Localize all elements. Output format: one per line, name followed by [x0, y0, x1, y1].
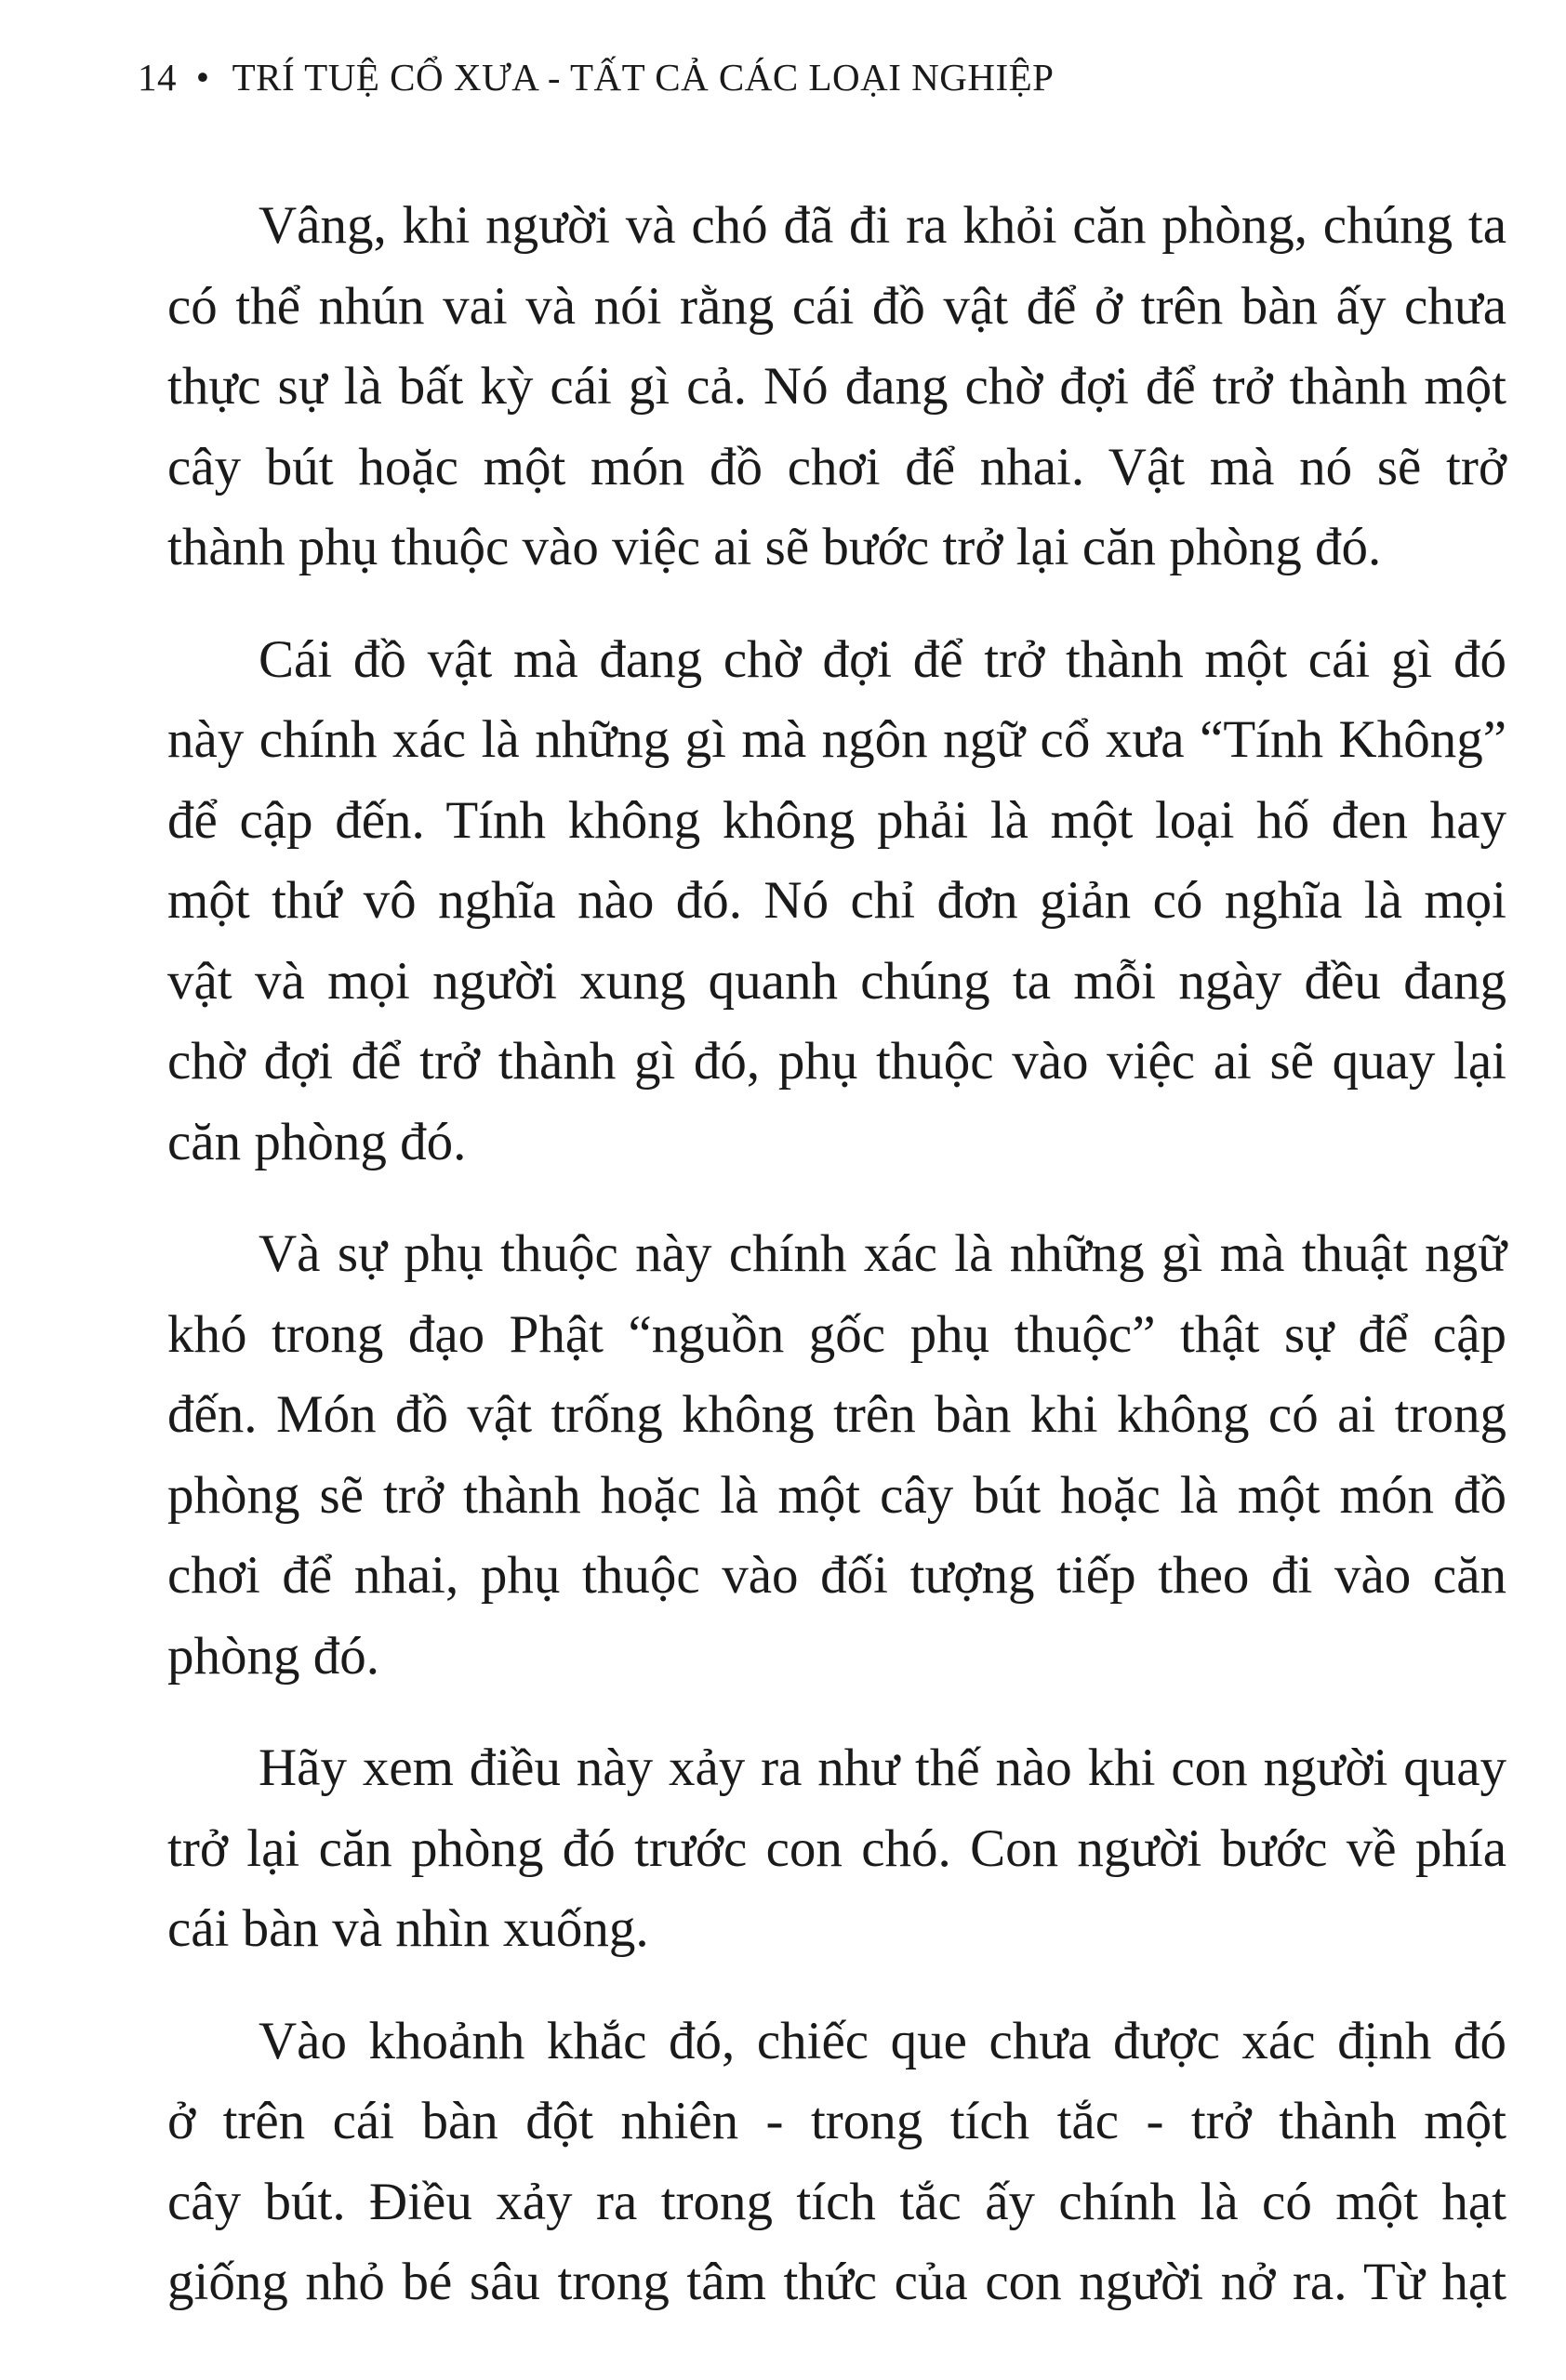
page-number: 14	[138, 56, 177, 99]
text-line: phòng đó.	[167, 1626, 379, 1686]
text-line: để cập đến. Tính không không phải là một loại hố đen hay	[167, 790, 1506, 850]
text-line: thực sự là bất kỳ cái gì cả. Nó đang chờ đợi để trở thành một	[167, 357, 1506, 416]
text-line: Vâng, khi người và chó đã đi ra khỏi căn phòng, chúng ta	[259, 196, 1506, 255]
book-title: TRÍ TUỆ CỔ XƯA - TẤT CẢ CÁC LOẠI NGHIỆP	[232, 56, 1055, 99]
text-line: một thứ vô nghĩa nào đó. Nó chỉ đơn giản có nghĩa là mọi	[167, 871, 1506, 930]
text-line: Vào khoảnh khắc đó, chiếc que chưa được xác định đó	[259, 2011, 1506, 2070]
text-line: cây bút hoặc một món đồ chơi để nhai. Vật mà nó sẽ trở	[167, 437, 1506, 496]
paragraph-5	[167, 2002, 1506, 2323]
text-line: Và sự phụ thuộc này chính xác là những gì mà thuật ngữ	[259, 1224, 1506, 1283]
paragraph-1	[167, 186, 1506, 588]
text-line: Hãy xem điều này xảy ra như thế nào khi con người quay	[259, 1739, 1506, 1797]
text-line: thành phụ thuộc vào việc ai sẽ bước trở lại căn phòng đó.	[167, 518, 1382, 576]
text-line: đến. Món đồ vật trống không trên bàn khi không có ai trong	[167, 1385, 1506, 1444]
text-line: khó trong đạo Phật “nguồn gốc phụ thuộc” thật sự để cập	[167, 1304, 1506, 1364]
paragraph-4	[167, 1728, 1506, 1970]
text-line: Cái đồ vật mà đang chờ đợi để trở thành một cái gì đó	[259, 629, 1506, 689]
running-header	[138, 54, 1458, 100]
text-line: cây bút. Điều xảy ra trong tích tắc ấy chính là có một hạt	[167, 2172, 1506, 2231]
text-line: ở trên cái bàn đột nhiên - trong tích tắc - trở thành một	[167, 2092, 1506, 2150]
text-line: trở lại căn phòng đó trước con chó. Con người bước về phía	[167, 1818, 1506, 1878]
text-line: này chính xác là những gì mà ngôn ngữ cổ xưa “Tính Không”	[167, 710, 1506, 769]
text-line: phòng sẽ trở thành hoặc là một cây bút hoặc là một món đồ	[167, 1465, 1506, 1525]
header-bullet: •	[195, 56, 210, 99]
paragraph-2	[167, 620, 1506, 1183]
text-line: giống nhỏ bé sâu trong tâm thức của con người nở ra. Từ hạt	[167, 2253, 1506, 2311]
body-text	[167, 186, 1506, 2355]
text-line: có thể nhún vai và nói rằng cái đồ vật để ở trên bàn ấy chưa	[167, 276, 1506, 336]
text-line: vật và mọi người xung quanh chúng ta mỗi ngày đều đang	[167, 951, 1506, 1011]
text-line: chơi để nhai, phụ thuộc vào đối tượng tiếp theo đi vào căn	[167, 1546, 1506, 1605]
text-line: cái bàn và nhìn xuống.	[167, 1899, 649, 1958]
paragraph-3	[167, 1214, 1506, 1697]
text-line: chờ đợi để trở thành gì đó, phụ thuộc vào việc ai sẽ quay lại	[167, 1032, 1506, 1091]
text-line: căn phòng đó.	[167, 1112, 467, 1171]
